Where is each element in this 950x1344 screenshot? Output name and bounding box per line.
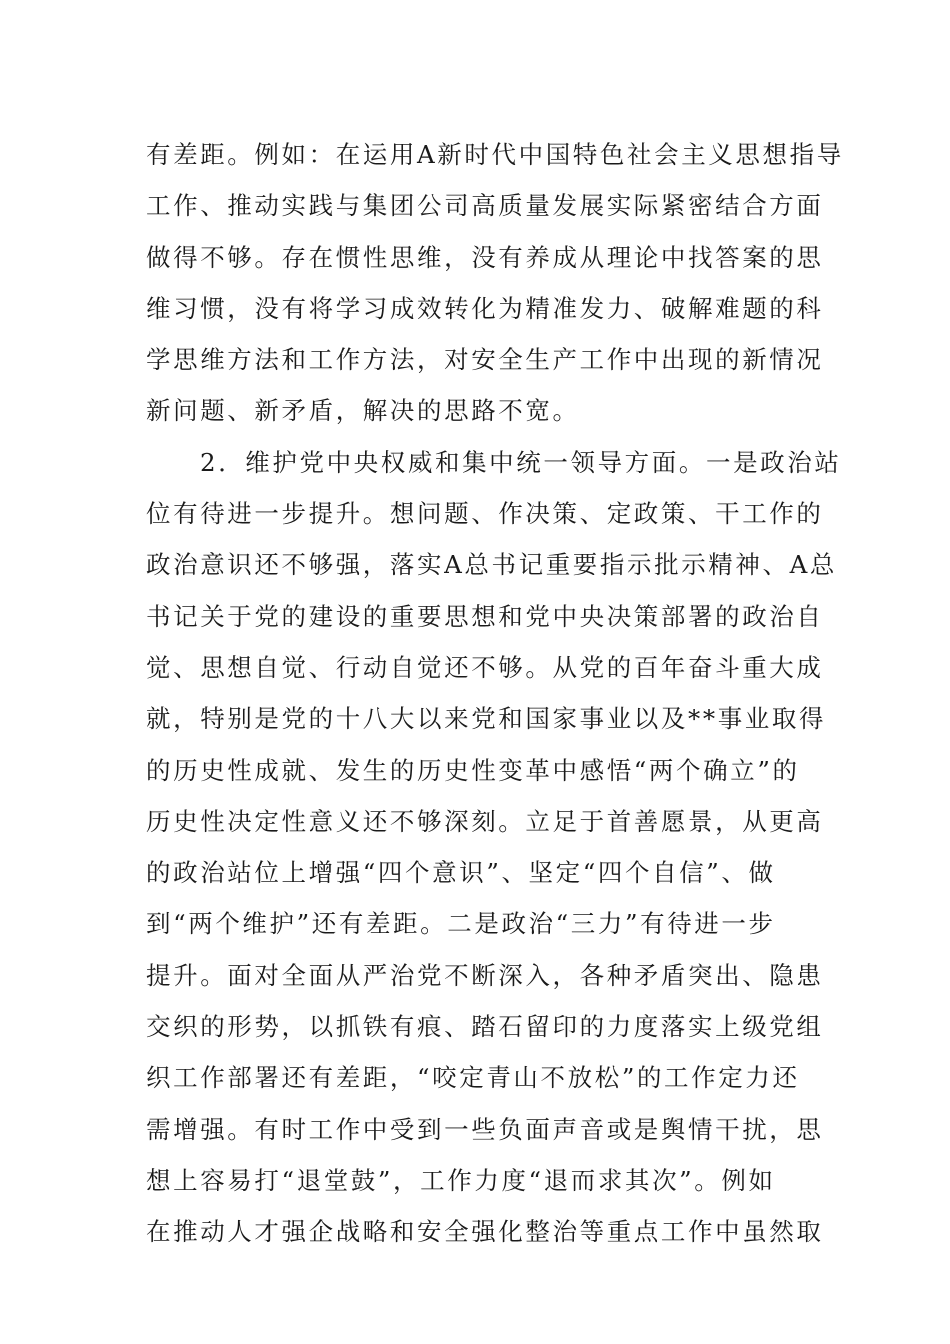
text-line: 提升。面对全面从严治党不断深入，各种矛盾突出、隐患 <box>146 960 824 990</box>
text-line: 想上容易打“退堂鼓”，工作力度“退而求其次”。例如 <box>146 1165 776 1195</box>
text-line: 有差距。例如：在运用A新时代中国特色社会主义思想指导 <box>146 140 844 169</box>
paragraph-start-line: 2．维护党中央权威和集中统一领导方面。一是政治站 <box>200 447 842 477</box>
text-line: 交织的形势，以抓铁有痕、踏石留印的力度落实上级党组 <box>146 1012 824 1042</box>
text-line: 做得不够。存在惯性思维，没有养成从理论中找答案的思 <box>146 242 824 272</box>
text-line: 工作、推动实践与集团公司高质量发展实际紧密结合方面 <box>146 191 824 221</box>
text-line: 政治意识还不够强，落实A总书记重要指示批示精神、A总 <box>146 550 837 580</box>
text-line: 到“两个维护”还有差距。二是政治“三力”有待进一步 <box>146 909 776 939</box>
text-line: 历史性决定性意义还不够深刻。立足于首善愿景，从更高 <box>146 806 824 836</box>
text-line: 织工作部署还有差距，“咬定青山不放松”的工作定力还 <box>146 1063 800 1093</box>
text-line: 书记关于党的建设的重要思想和党中央决策部署的政治自 <box>146 601 824 631</box>
text-line: 的历史性成就、发生的历史性变革中感悟“两个确立”的 <box>146 755 800 785</box>
text-line: 觉、思想自觉、行动自觉还不够。从党的百年奋斗重大成 <box>146 652 824 682</box>
text-line: 新问题、新矛盾，解决的思路不宽。 <box>146 396 580 426</box>
text-line: 维习惯，没有将学习成效转化为精准发力、破解难题的科 <box>146 293 824 323</box>
text-line: 学思维方法和工作方法，对安全生产工作中出现的新情况 <box>146 345 824 375</box>
text-line: 位有待进一步提升。想问题、作决策、定政策、干工作的 <box>146 499 824 529</box>
text-line: 的政治站位上增强“四个意识”、坚定“四个自信”、做 <box>146 858 776 888</box>
body-text <box>146 129 844 1258</box>
text-line: 需增强。有时工作中受到一些负面声音或是舆情干扰，思 <box>146 1114 824 1144</box>
text-line: 在推动人才强企战略和安全强化整治等重点工作中虽然取 <box>146 1217 824 1247</box>
text-line: 就，特别是党的十八大以来党和国家事业以及**事业取得 <box>146 704 827 734</box>
